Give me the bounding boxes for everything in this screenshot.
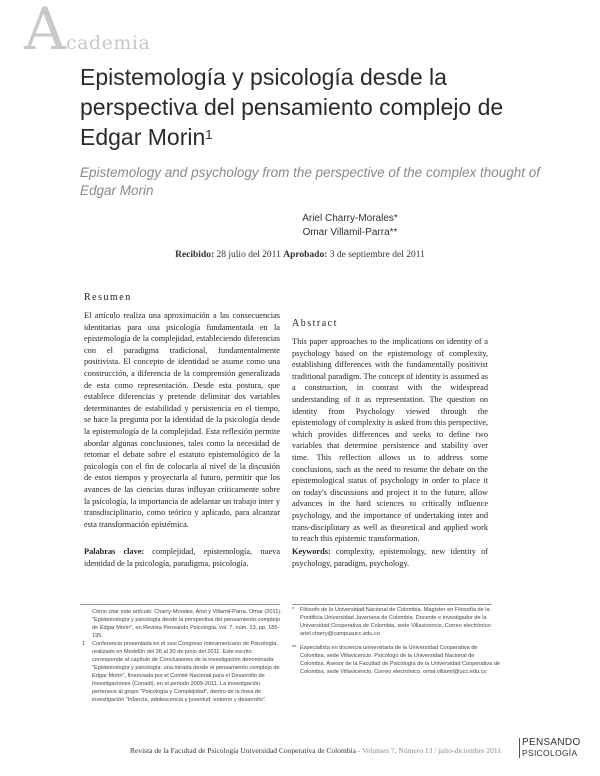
resumen-keywords xyxy=(84,546,280,569)
author1-footnote: Filósofo de la Universidad Nacional de Colombia. Magíster en Filosofía de la Pontificia Universidad Javeriana de Colombia. Docente e investigador de la Universidad Cooperativa de Colombia, sede Villavicencio. Correo electrónico: ariel.charry@campusucc.edu.co xyxy=(300,607,493,637)
dates-line xyxy=(100,250,500,260)
footnote-divider-left xyxy=(80,604,280,605)
approved-label: Aprobado: xyxy=(283,250,328,260)
authors xyxy=(200,212,500,240)
resumen-keywords-text: complejidad, epistemología, nueva identidad de la psicología, paradigma, psicología. xyxy=(84,547,281,568)
citation-footnote: Cómo citar este artículo: Charry-Morales, Ariel y Villamil-Parra, Omar (2011). "Epistemología y psicología desde la perspectiva del pensamiento complejo de Edgar Morin", en Revista Pensando Psicología, vol. 7, núm. 13, pp. 185-195. xyxy=(92,609,282,639)
received-label: Recibido: xyxy=(175,250,215,260)
footer-journal: Revista de la Facultad de Psicología Universidad Cooperativa de Colombia xyxy=(130,746,356,755)
footer-separator xyxy=(519,738,520,758)
article-title-text: Epistemología y psicología desde la perspectiva del pensamiento complejo de Edgar Morin xyxy=(80,64,504,150)
footer-issue: - Volumen 7, Número 13 / julio-diciembre 2011 xyxy=(357,746,502,755)
page-footer xyxy=(130,746,501,755)
abstract-keywords-text: complexity, epistemology, new identity of psychology, paradigm, psychology. xyxy=(292,547,488,568)
resumen-keywords-label: Palabras clave: xyxy=(84,547,145,556)
conference-footnote-mark: 1 xyxy=(82,641,86,647)
journal-section-name: cademia xyxy=(66,32,151,54)
received-date: 28 julio del 2011 xyxy=(216,250,281,260)
author-1: Ariel Charry-Morales* xyxy=(302,213,398,224)
journal-logo xyxy=(522,738,581,758)
article-subtitle: Epistemology and psychology from the perspective of the complex thought of Edgar Morin xyxy=(80,165,541,198)
title-footnote-mark: 1 xyxy=(205,127,213,142)
abstract-text: This paper approaches to the implications on identity of a psychology based on the epistemology of complexity, establishing differences with the fundamentally positivist traditional paradigm. The concept of identity is assumed as a construction, in contrast with the widespread understanding of it as representation. The question on identity from Psychology viewed through the epistemology of complexity is asked from this perspective, which provides differences and seeks to define two variables that determine persistence and stability over time. This reflection allows us to address some conclusions, such as the need to resume the debate on the epistemological status of psychology in order to place it on today's discussions and project it to the future, allow advances in the hard sciences to critically influence psychology, and the importance of undertaking inter and trans-disciplinary as well as theoretical and applied work to reach this epistemic transformation. xyxy=(292,337,488,544)
author-2: Omar Villamil-Parra** xyxy=(302,227,398,238)
logo-line-1: PENSANDO xyxy=(522,737,581,748)
resumen-text: El artículo realiza una aproximación a las consecuencias identitarias para una psicología fundamentada en la epistemología de la complejidad, estableciendo diferencias con el paradigma tradicional, fundamentalmente positivista. El concepto de identidad se asume como una construcción, a diferencia de la comprensión generalizada de esta como representación. Desde esta postura, que establece diferencias y pretende delimitar dos variables determinantes de estabilidad y persistencia en el tiempo, se hace la pregunta por la identidad de la psicología desde la epistemología de la complejidad. Esta reflexión permite abordar algunas conclusiones, tales como la necesidad de retomar el debate sobre el estatuto epistemológico de la psicología con el fin de colocarla al nivel de la discusión de estos tiempos y proyectarla al futuro, permitir que los avances de las ciencias duras influyan críticamente sobre la psicología, la importancia de adelantar un trabajo inter y transdisciplinario, como teórico y aplicado, para alcanzar esta transformación epistémica. xyxy=(84,311,280,529)
abstract-heading: Abstract xyxy=(292,318,338,329)
logo-line-2: PSICOLOGÍA xyxy=(522,748,578,758)
footnote-divider-right xyxy=(292,604,492,605)
author1-footnote-mark: * xyxy=(292,607,295,613)
author2-footnote-mark: ** xyxy=(292,645,297,651)
conference-footnote: Conferencia presentada en el xxxi Congreso Interamericano de Psicología, realizado en Medellín del 26 al 30 de junio del 2011. Este escrito corresponde al capítulo de Conclusiones de la investigación denominada: "Epistemología y psicología: una mirada desde el pensamiento complejo de Edgar Morin", financiada por el Comité Nacional para el Desarrollo de Investigaciones (Conadi), en el periodo 2009-2011. La investigación pertenece al grupo "Psicología y Complejidad", dentro de la línea de investigación "Infancia, adolescencia y juventud: entorno y desarrollo". xyxy=(92,641,280,703)
article-title xyxy=(80,62,550,152)
journal-section-letter: A xyxy=(24,0,66,63)
abstract-keywords-label: Keywords: xyxy=(292,547,331,556)
approved-date: 3 de septiembre del 2011 xyxy=(329,250,425,260)
abstract-keywords xyxy=(292,546,488,569)
resumen-heading: Resumen xyxy=(84,292,132,303)
author2-footnote: Especialista en docencia universitaria de la Universidad Cooperativa de Colombia, sede Villavicencio. Psicólogo de la Universidad Nacional de Colombia. Asesor de la Facultad de Psicología de la Universidad Cooperativa de Colombia, sede Villavicencio. Correo electrónico: omar.villamil@ucc.edu.co xyxy=(300,645,500,675)
